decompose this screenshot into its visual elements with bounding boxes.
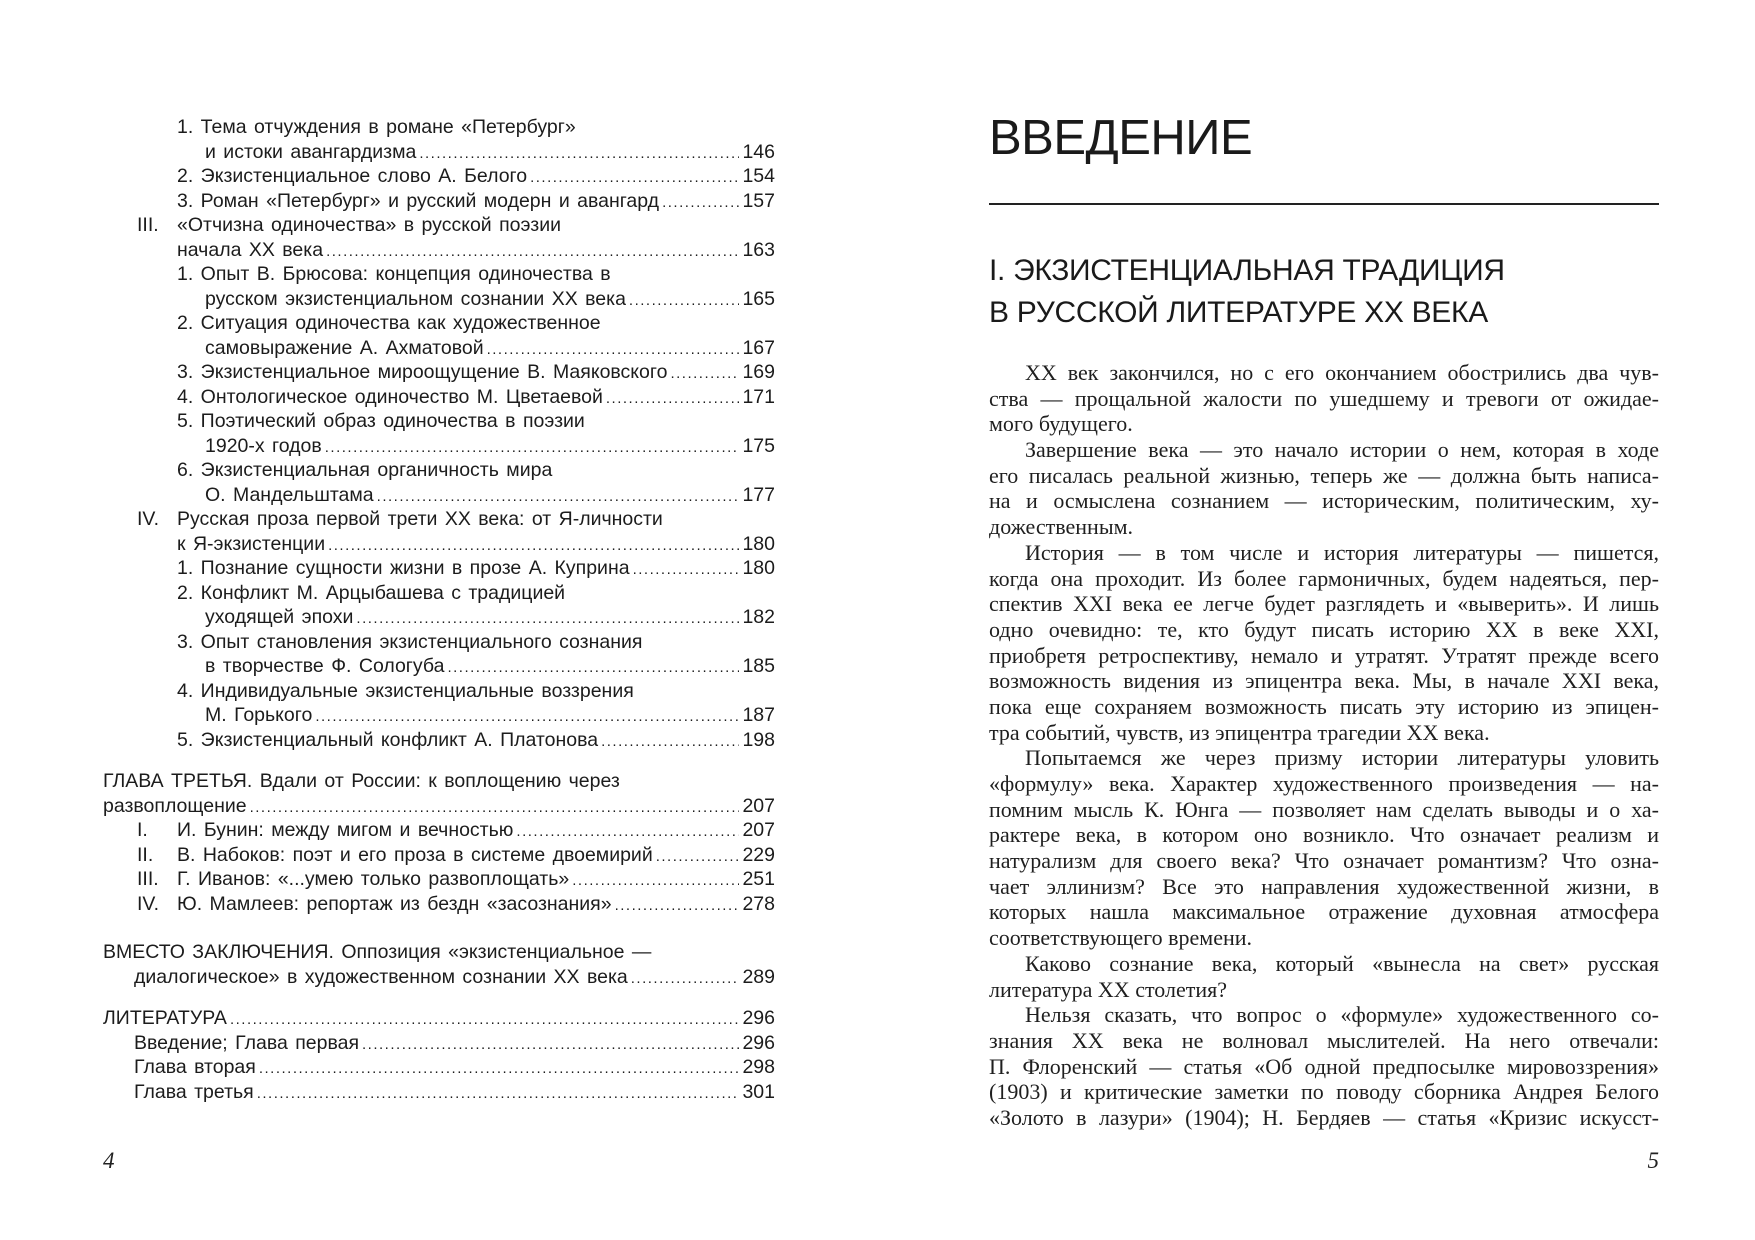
toc-entry-title: 4. Онтологическое одиночество М. Цветаевой bbox=[177, 385, 603, 408]
toc-entry bbox=[205, 483, 775, 508]
toc-entry-title: Введение; Глава первая bbox=[134, 1031, 360, 1054]
toc-entry-page: 296 bbox=[742, 1007, 775, 1029]
toc-entry bbox=[103, 1006, 775, 1031]
toc-entry bbox=[177, 385, 775, 410]
toc-entry bbox=[177, 679, 775, 704]
right-page-introduction bbox=[877, 0, 1755, 1240]
toc-dot-leader bbox=[572, 869, 739, 894]
toc-entry-page: 157 bbox=[742, 189, 775, 212]
toc-entry-title: Глава третья bbox=[134, 1080, 254, 1103]
toc-entry-title: 6. Экзистенциальная органичность мира bbox=[177, 459, 553, 481]
text-line: дожественным. bbox=[989, 514, 1134, 540]
toc-dot-leader bbox=[487, 338, 740, 363]
paragraph bbox=[989, 1002, 1659, 1130]
toc-entry-title: ГЛАВА ТРЕТЬЯ. Вдали от России: к воплощению через bbox=[103, 770, 620, 792]
toc-entry-title: И. Бунин: между мигом и вечностью bbox=[177, 819, 514, 841]
toc-dot-leader bbox=[629, 289, 740, 314]
toc-entry-number: II. bbox=[137, 843, 154, 866]
toc-entry-title: «Отчизна одиночества» в русской поэзии bbox=[177, 214, 561, 236]
toc-entry bbox=[177, 164, 775, 189]
toc-entry bbox=[103, 794, 775, 819]
toc-entry-title: к Я-экзистенции bbox=[177, 532, 326, 555]
toc-entry-page: 146 bbox=[742, 140, 775, 163]
toc-entry bbox=[134, 1055, 775, 1080]
text-line: когда она проходит. Из более гармоничных, будем надеяться, пер- bbox=[989, 565, 1659, 591]
toc-entry-title: 2. Экзистенциальное слово А. Белого bbox=[177, 165, 528, 187]
toc-entry bbox=[177, 581, 775, 606]
text-line: возможность видения из эпицентра века. Мы, в начале XXI века, bbox=[989, 668, 1659, 694]
toc-entry bbox=[205, 140, 775, 165]
toc-entry-number: III. bbox=[137, 214, 159, 236]
text-line: ства — прощальной жалости по ушедшему и тревоги от ожидае- bbox=[989, 385, 1659, 411]
toc-entry-page: 180 bbox=[742, 532, 775, 555]
toc-entry-page: 198 bbox=[742, 728, 775, 751]
toc-entry bbox=[177, 115, 775, 140]
toc-entry bbox=[177, 728, 775, 753]
toc-entry-title: 5. Поэтический образ одиночества в поэзии bbox=[177, 410, 585, 432]
toc-entry-page: 289 bbox=[742, 965, 775, 988]
text-line: Нельзя сказать, что вопрос о «формуле» художественного со- bbox=[1025, 1002, 1659, 1028]
toc-entry-title: 1. Познание сущности жизни в прозе А. Куприна bbox=[177, 557, 630, 579]
toc-entry bbox=[177, 189, 775, 214]
toc-dot-leader bbox=[377, 485, 740, 510]
text-line: соответствующего времени. bbox=[989, 925, 1253, 951]
text-line: рактере века, в котором оно возникло. Что означает реализм и bbox=[989, 822, 1659, 848]
paragraph bbox=[989, 745, 1659, 951]
toc-entry bbox=[205, 434, 775, 459]
toc-entry-title: 1. Опыт В. Брюсова: концепция одиночества в bbox=[177, 263, 611, 285]
toc-entry-title: М. Горького bbox=[205, 704, 313, 726]
toc-entry-number: IV. bbox=[137, 892, 160, 915]
toc-entry bbox=[177, 556, 775, 581]
toc-dot-leader bbox=[670, 362, 739, 387]
toc-entry-title: Русская проза первой трети XX века: от Я-личности bbox=[177, 508, 663, 530]
toc-entry-page: 180 bbox=[742, 557, 775, 579]
toc-dot-leader bbox=[250, 796, 740, 821]
toc-entry-page: 154 bbox=[742, 165, 775, 187]
toc-entry-page: 207 bbox=[742, 819, 775, 841]
toc-entry-title: самовыражение А. Ахматовой bbox=[205, 336, 484, 359]
toc-entry bbox=[137, 213, 775, 238]
text-line: мого будущего. bbox=[989, 411, 1133, 437]
text-line: на и осмыслена сознанием — историческим, политическим, ху- bbox=[989, 488, 1659, 514]
toc-entry-title: 2. Конфликт М. Арцыбашева с традицией bbox=[177, 581, 566, 604]
toc-dot-leader bbox=[615, 894, 740, 919]
toc-entry-page: 187 bbox=[742, 704, 775, 726]
toc-entry-title: 5. Экзистенциальный конфликт А. Платонова bbox=[177, 728, 599, 751]
toc-entry-page: 163 bbox=[742, 238, 775, 261]
toc-entry bbox=[205, 703, 775, 728]
toc-entry bbox=[137, 507, 775, 532]
toc-entry bbox=[137, 818, 775, 843]
toc-entry-title: Глава вторая bbox=[134, 1056, 256, 1078]
page-number-left: 4 bbox=[103, 1148, 115, 1173]
title-divider bbox=[989, 203, 1659, 205]
toc-dot-leader bbox=[326, 240, 739, 265]
toc-dot-leader bbox=[516, 820, 739, 845]
toc-dot-leader bbox=[257, 1082, 740, 1107]
text-line: знания XX века не волновал мыслителей. На него отвечали: bbox=[989, 1027, 1659, 1053]
body-text bbox=[989, 360, 1659, 1131]
text-line: История — в том числе и история литературы — пишется, bbox=[1025, 539, 1659, 565]
toc-entry-page: 298 bbox=[742, 1056, 775, 1078]
toc-entry-number: IV. bbox=[137, 508, 160, 530]
toc-entry-page: 185 bbox=[742, 655, 775, 677]
toc-dot-leader bbox=[633, 558, 740, 583]
toc-entry bbox=[177, 409, 775, 434]
paragraph bbox=[989, 951, 1659, 1002]
text-line: (1903) и критические заметки по поводу сборника Андрея Белого bbox=[989, 1079, 1659, 1105]
text-line: Каково сознание века, который «вынесла на свет» русская bbox=[1025, 950, 1659, 976]
toc-entry-page: 301 bbox=[742, 1080, 775, 1103]
toc-entry-title: 1920-х годов bbox=[205, 434, 322, 457]
paragraph bbox=[989, 360, 1659, 437]
toc-entry-title: Ю. Мамлеев: репортаж из бездн «засознания» bbox=[177, 892, 612, 915]
page-number-right: 5 bbox=[1647, 1148, 1659, 1173]
text-line: его писалась реальной жизнью, теперь же — должна быть написа- bbox=[989, 462, 1659, 488]
toc-entry bbox=[177, 262, 775, 287]
text-line: пока еще сохраняем возможность писать эту историю из эпицен- bbox=[989, 693, 1659, 719]
text-line: одно очевидно: те, кто будут писать историю XX в веке XXI, bbox=[989, 616, 1659, 642]
toc-dot-leader bbox=[259, 1057, 740, 1082]
toc-entry bbox=[177, 238, 775, 263]
toc-entry-title: ЛИТЕРАТУРА bbox=[103, 1007, 227, 1029]
text-line: которых нашла максимальное отражение духовная атмосфера bbox=[989, 899, 1659, 925]
toc-entry bbox=[103, 940, 775, 965]
text-line: помним мысль К. Юнга — позволяет нам сделать выводы и о ха- bbox=[989, 796, 1659, 822]
toc-entry-page: 177 bbox=[742, 483, 775, 506]
section-title-line: В РУССКОЙ ЛИТЕРАТУРЕ XX ВЕКА bbox=[989, 296, 1488, 329]
toc-entry-number: I. bbox=[137, 819, 148, 841]
section-title-line: I. ЭКЗИСТЕНЦИАЛЬНАЯ ТРАДИЦИЯ bbox=[989, 254, 1505, 287]
toc-entry bbox=[137, 867, 775, 892]
toc-dot-leader bbox=[362, 1033, 739, 1058]
toc-entry-title: 3. Роман «Петербург» и русский модерн и авангард bbox=[177, 189, 660, 212]
toc-entry bbox=[134, 965, 775, 990]
text-line: П. Флоренский — статья «Об одной предпосылке мировоззрения» bbox=[989, 1053, 1659, 1079]
toc-entry-title: 1. Тема отчуждения в романе «Петербург» bbox=[177, 116, 576, 138]
toc-dot-leader bbox=[530, 166, 739, 191]
toc-entry-page: 182 bbox=[742, 606, 775, 628]
toc-dot-leader bbox=[606, 387, 740, 412]
toc-dot-leader bbox=[315, 705, 739, 730]
toc-entry-title: русском экзистенциальном сознании XX века bbox=[205, 287, 626, 310]
toc-entry-page: 229 bbox=[742, 843, 775, 866]
toc-entry-title: О. Мандельштама bbox=[205, 483, 374, 506]
text-line: «Золото в лазури» (1904); Н. Бердяев — статья «Кризис искусст- bbox=[989, 1104, 1659, 1130]
text-line: XX век закончился, но с его окончанием обострились два чув- bbox=[1025, 360, 1659, 385]
toc-entry bbox=[134, 1080, 775, 1105]
left-page-table-of-contents bbox=[0, 0, 877, 1240]
toc-dot-leader bbox=[656, 845, 740, 870]
section-title bbox=[989, 250, 1505, 334]
toc-entry-title: начала XX века bbox=[177, 238, 324, 261]
toc-entry-title: ВМЕСТО ЗАКЛЮЧЕНИЯ. Оппозиция «экзистенциальное — bbox=[103, 941, 652, 963]
paragraph bbox=[989, 437, 1659, 540]
text-line: спектив XXI века ее легче будет разглядеть и «выверить». И лишь bbox=[989, 591, 1659, 617]
toc-entry-title: развоплощение bbox=[103, 794, 247, 817]
text-line: чает эллинизм? Все это направления художественной жизни, в bbox=[989, 873, 1659, 899]
toc-entry bbox=[177, 630, 775, 655]
toc-dot-leader bbox=[419, 142, 739, 167]
toc-dot-leader bbox=[662, 191, 739, 216]
toc-dot-leader bbox=[447, 656, 739, 681]
toc-entry-page: 169 bbox=[742, 361, 775, 383]
text-line: Завершение века — это начало истории о нем, которая в ходе bbox=[1025, 437, 1659, 463]
toc-entry-title: 3. Экзистенциальное мироощущение В. Маяковского bbox=[177, 361, 668, 383]
chapter-title: ВВЕДЕНИЕ bbox=[989, 111, 1253, 165]
toc-entry bbox=[205, 336, 775, 361]
paragraph bbox=[989, 540, 1659, 746]
toc-entry-page: 171 bbox=[742, 385, 775, 408]
toc-entry-page: 175 bbox=[742, 434, 775, 457]
text-line: Попытаемся же через призму истории литературы уловить bbox=[1025, 745, 1659, 771]
toc-entry bbox=[177, 360, 775, 385]
toc-entry-title: 3. Опыт становления экзистенциального сознания bbox=[177, 630, 643, 653]
toc-entry-page: 207 bbox=[742, 794, 775, 817]
toc-dot-leader bbox=[328, 534, 739, 559]
toc-entry-title: и истоки авангардизма bbox=[205, 140, 417, 163]
toc-entry bbox=[103, 769, 775, 794]
toc-dot-leader bbox=[230, 1008, 740, 1033]
text-line: тра событий, чувств, из эпицентра трагедии XX века. bbox=[989, 719, 1490, 745]
toc-entry bbox=[177, 532, 775, 557]
toc-entry-page: 296 bbox=[742, 1031, 775, 1054]
toc-entry-title: 4. Индивидуальные экзистенциальные воззрения bbox=[177, 679, 634, 702]
toc-dot-leader bbox=[601, 730, 739, 755]
toc-entry-page: 278 bbox=[742, 892, 775, 915]
toc-entry-title: в творчестве Ф. Сологуба bbox=[205, 655, 445, 677]
toc-entry-title: Г. Иванов: «...умею только развоплощать» bbox=[177, 868, 570, 890]
toc-entry bbox=[134, 1031, 775, 1056]
toc-entry bbox=[177, 311, 775, 336]
toc-entry-page: 167 bbox=[742, 336, 775, 359]
toc-entry bbox=[177, 458, 775, 483]
toc-entry bbox=[205, 287, 775, 312]
toc-entry-number: III. bbox=[137, 868, 159, 890]
toc-dot-leader bbox=[325, 436, 740, 461]
toc-entry bbox=[137, 892, 775, 917]
toc-entry-page: 165 bbox=[742, 287, 775, 310]
toc-entry-title: 2. Ситуация одиночества как художественное bbox=[177, 312, 601, 334]
toc-dot-leader bbox=[356, 607, 739, 632]
toc-entry-title: В. Набоков: поэт и его проза в системе двоемирий bbox=[177, 843, 653, 866]
toc-dot-leader bbox=[631, 967, 740, 992]
text-line: натурализм для своего века? Что означает романтизм? Что озна- bbox=[989, 848, 1659, 874]
toc-entry bbox=[205, 605, 775, 630]
toc-entry-page: 251 bbox=[742, 868, 775, 890]
toc-entry bbox=[137, 843, 775, 868]
toc-entry-title: диалогическое» в художественном сознании XX века bbox=[134, 965, 628, 988]
text-line: «формулу» века. Характер художественного произведения — на- bbox=[989, 771, 1659, 796]
text-line: приобретя ретроспективу, немало и утратят. Утратят прежде всего bbox=[989, 642, 1659, 668]
toc-entry-title: уходящей эпохи bbox=[205, 606, 354, 628]
toc-entry bbox=[205, 654, 775, 679]
text-line: литература XX столетия? bbox=[989, 976, 1228, 1002]
